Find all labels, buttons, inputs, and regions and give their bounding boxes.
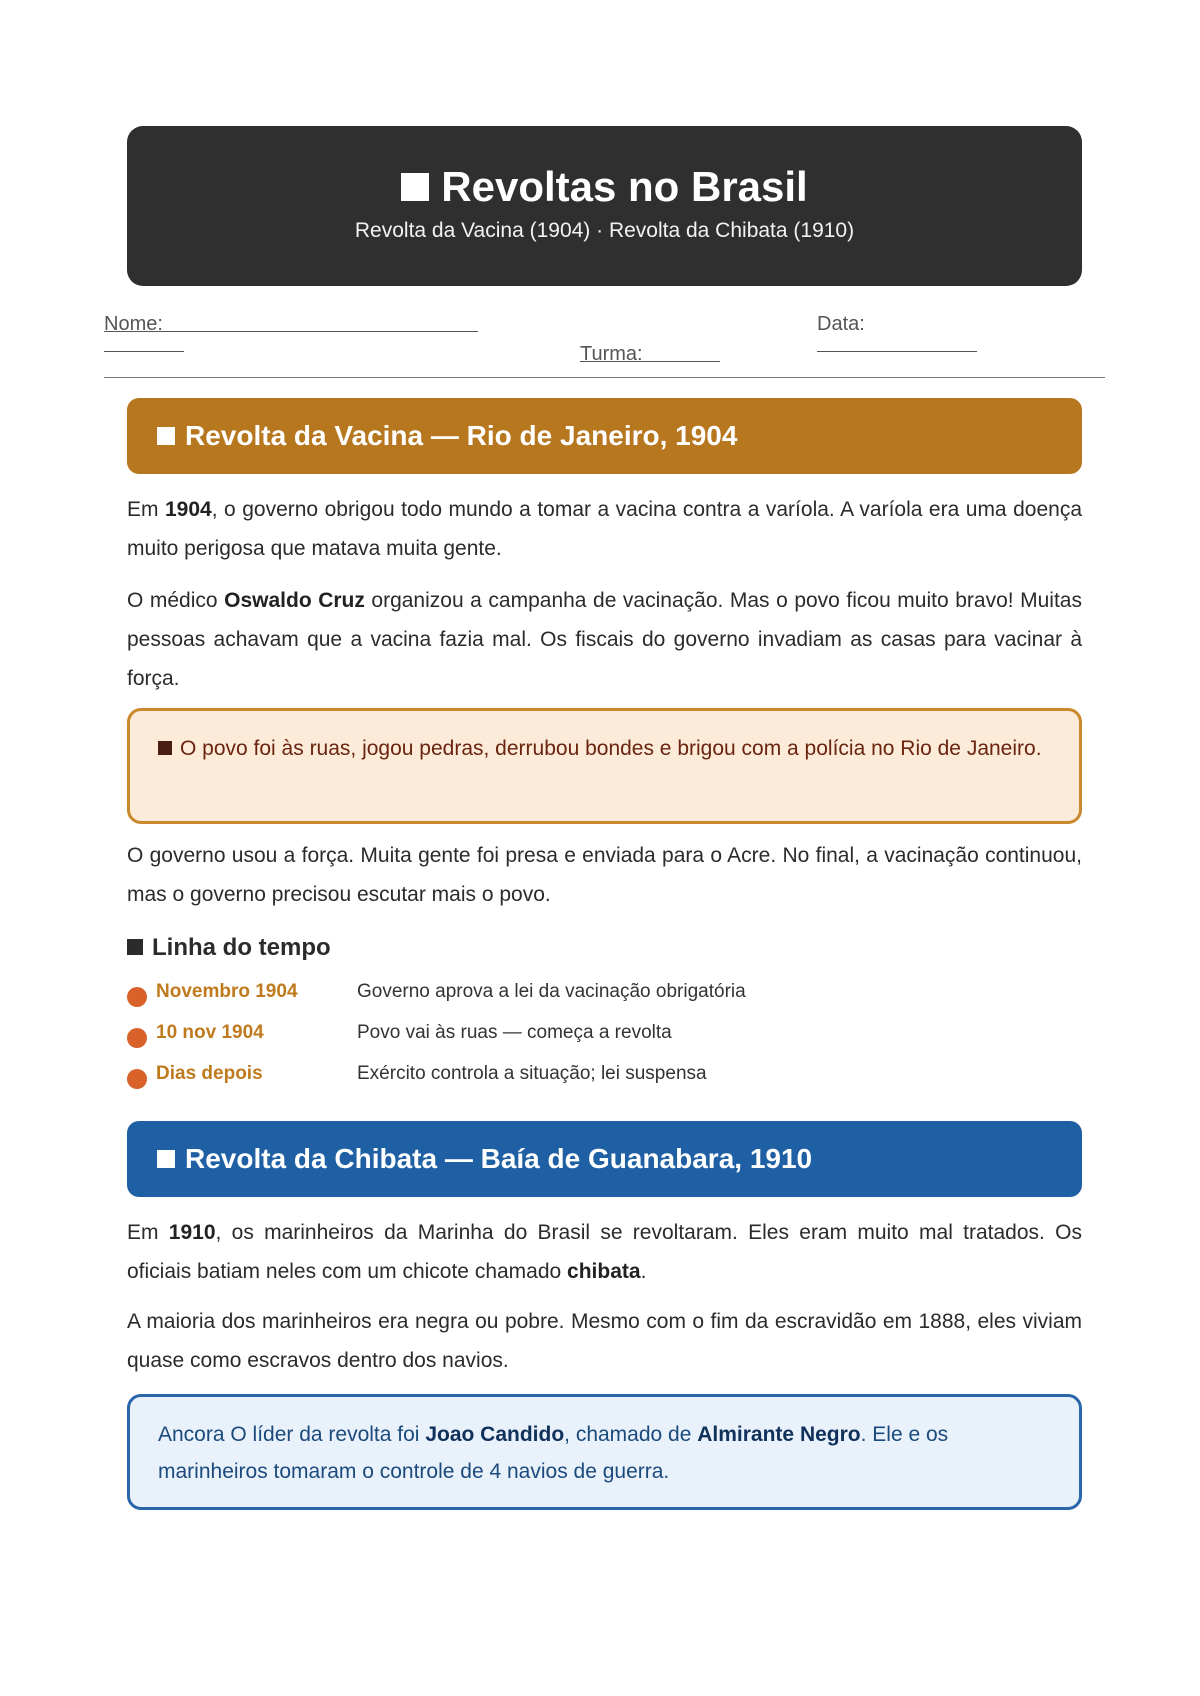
section-heading-vacina: Revolta da Vacina — Rio de Janeiro, 1904 — [127, 398, 1082, 474]
square-bullet-icon — [158, 741, 172, 755]
timeline-dot-icon — [127, 1028, 147, 1048]
vacina-paragraph-1: Em 1904, o governo obrigou todo mundo a tomar a vacina contra a varíola. A varíola era uma doença muito perigosa que matava muita gente. — [127, 498, 1082, 560]
square-bullet-icon — [401, 173, 429, 201]
timeline-event: Exército controla a situação; lei suspensa — [357, 1063, 707, 1084]
timeline-heading: Linha do tempo — [127, 934, 331, 962]
square-bullet-icon — [157, 1150, 175, 1168]
timeline-dot-icon — [127, 1069, 147, 1089]
worksheet-page — [104, 126, 1082, 1483]
timeline-item — [127, 1022, 1082, 1052]
page-title: Revoltas no Brasil — [127, 126, 1082, 210]
date-label: Data: — [817, 313, 865, 335]
timeline-item — [127, 981, 1082, 1011]
square-bullet-icon — [127, 939, 143, 955]
student-fields: Nome: Data: Turma: — [104, 313, 1104, 379]
title-banner — [127, 126, 1082, 286]
header-divider — [104, 377, 1105, 378]
chibata-paragraph-1: Em 1910, os marinheiros da Marinha do Brasil se revoltaram. Eles eram muito mal tratados. Os oficiais batiam neles com um chicote chamado chibata. — [127, 1221, 1082, 1283]
page-subtitle: Revolta da Vacina (1904) · Revolta da Chibata (1910) — [354, 219, 855, 243]
timeline-event: Povo vai às ruas — começa a revolta — [357, 1022, 672, 1043]
timeline-date: Dias depois — [156, 1063, 263, 1084]
chibata-paragraph-2: A maioria dos marinheiros era negra ou pobre. Mesmo com o fim da escravidão em 1888, eles viviam quase como escravos dentro dos navios. — [127, 1310, 1082, 1372]
vacina-callout: O povo foi às ruas, jogou pedras, derrubou bondes e brigou com a polícia no Rio de Janeiro. — [127, 708, 1082, 824]
timeline-date: Novembro 1904 — [156, 981, 298, 1002]
timeline-date: 10 nov 1904 — [156, 1022, 264, 1043]
timeline-dot-icon — [127, 987, 147, 1007]
name-blank[interactable] — [104, 313, 478, 332]
date-blank[interactable] — [817, 333, 977, 352]
timeline-event: Governo aprova a lei da vacinação obrigatória — [357, 981, 746, 1002]
vacina-paragraph-3: O governo usou a força. Muita gente foi presa e enviada para o Acre. No final, a vacinação continuou, mas o governo precisou escutar mais o povo. — [127, 844, 1082, 906]
section-heading-chibata: Revolta da Chibata — Baía de Guanabara, 1910 — [127, 1121, 1082, 1197]
timeline-item — [127, 1063, 1082, 1093]
class-blank[interactable] — [580, 343, 720, 362]
chibata-callout: Ancora O líder da revolta foi Joao Candido, chamado de Almirante Negro. Ele e os marinheiros tomaram o controle de 4 navios de guerra. — [127, 1394, 1082, 1510]
square-bullet-icon — [157, 427, 175, 445]
vacina-paragraph-2: O médico Oswaldo Cruz organizou a campanha de vacinação. Mas o povo ficou muito bravo! Muitas pessoas achavam que a vacina fazia mal. Os fiscais do governo invadiam as casas para vacinar à força. — [127, 589, 1082, 690]
name-blank-continuation[interactable] — [104, 333, 184, 352]
